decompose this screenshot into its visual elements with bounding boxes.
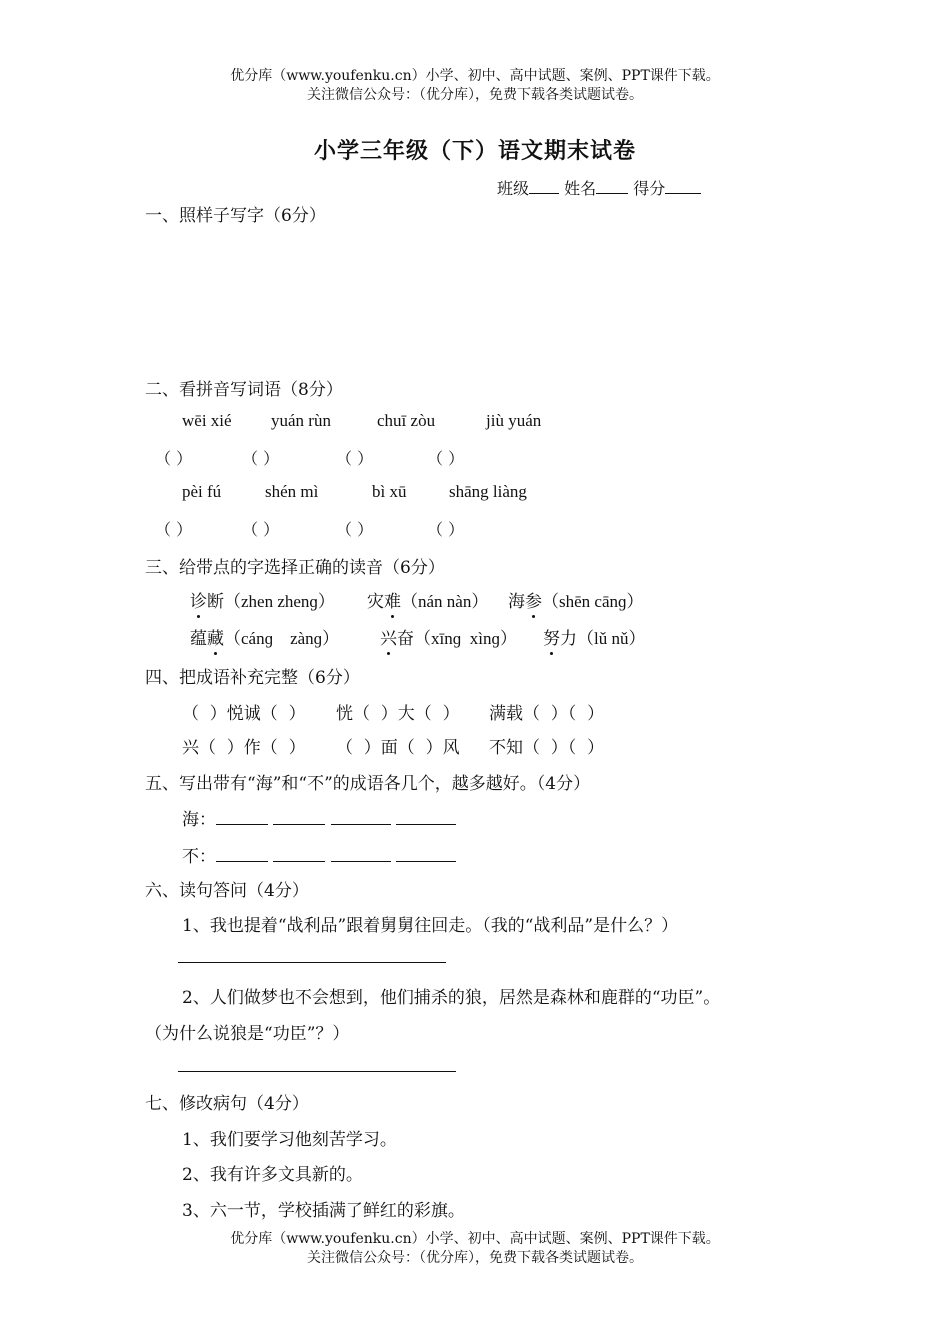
score-label: 得分 bbox=[633, 179, 666, 198]
dotted-char: 难 bbox=[384, 587, 401, 612]
bu-label: 不： bbox=[182, 847, 216, 867]
answer-blank[interactable] bbox=[396, 824, 456, 825]
answer-paren-1[interactable]: （ ） bbox=[155, 449, 193, 468]
reading-item-1 bbox=[190, 587, 335, 612]
answer-paren-5[interactable]: （ ） bbox=[155, 520, 193, 539]
question-2-prompt: （为什么说狼是“功臣”？） bbox=[145, 1024, 350, 1044]
bu-row bbox=[182, 842, 456, 867]
answer-blank[interactable] bbox=[216, 861, 268, 862]
question-2: 2、人们做梦也不会想到，他们捕杀的狼，居然是森林和鹿群的“功臣”。 bbox=[182, 988, 721, 1008]
pinyin-1: wēi xié bbox=[182, 411, 232, 430]
idiom-1[interactable]: （ ）悦诚（ ） bbox=[182, 704, 306, 724]
section-5-heading: 五、写出带有“海”和“不”的成语各几个，越多越好。（4分） bbox=[145, 774, 591, 794]
reading-item-2 bbox=[367, 587, 488, 612]
name-blank[interactable] bbox=[596, 193, 628, 194]
section-1-heading: 一、照样子写字（6分） bbox=[145, 206, 326, 226]
answer-paren-3[interactable]: （ ） bbox=[336, 449, 374, 468]
answer-blank[interactable] bbox=[216, 824, 268, 825]
idiom-4[interactable]: 兴（ ）作（ ） bbox=[182, 738, 306, 758]
dotted-char: 藏 bbox=[207, 624, 224, 649]
sentence-1: 1、我们要学习他刻苦学习。 bbox=[182, 1130, 397, 1150]
page-title: 小学三年级（下）语文期末试卷 bbox=[313, 138, 636, 164]
section-4-heading: 四、把成语补充完整（6分） bbox=[145, 668, 360, 688]
reading-item-6 bbox=[543, 624, 645, 649]
section-7-heading: 七、修改病句（4分） bbox=[145, 1094, 309, 1114]
answer-blank[interactable] bbox=[273, 824, 325, 825]
pinyin-4: jiù yuán bbox=[486, 411, 542, 430]
pinyin-2: yuán rùn bbox=[271, 411, 331, 430]
answer-line-2[interactable] bbox=[178, 1071, 456, 1072]
idiom-5[interactable]: （ ）面（ ）风 bbox=[336, 738, 460, 758]
dotted-char: 努 bbox=[543, 624, 560, 649]
answer-line-1[interactable] bbox=[178, 962, 446, 963]
char: 海 bbox=[508, 592, 525, 612]
dotted-char: 参 bbox=[525, 587, 542, 612]
section-2-heading: 二、看拼音写词语（8分） bbox=[145, 380, 343, 400]
question-1: 1、我也提着“战利品”跟着舅舅往回走。（我的“战利品”是什么？） bbox=[182, 916, 679, 936]
class-label: 班级 bbox=[497, 179, 530, 198]
idiom-3[interactable]: 满载（ ）（ ） bbox=[489, 704, 605, 724]
pinyin-choice[interactable]: （nán nàn） bbox=[401, 592, 489, 611]
footer-line-2: 关注微信公众号：（优分库），免费下载各类试题试卷。 bbox=[307, 1250, 643, 1266]
answer-blank[interactable] bbox=[331, 824, 391, 825]
header-line-1: 优分库（www.youfenku.cn）小学、初中、高中试题、案例、PPT课件下载。 bbox=[230, 68, 720, 84]
answer-paren-7[interactable]: （ ） bbox=[336, 520, 374, 539]
pinyin-6: shén mì bbox=[265, 482, 319, 501]
header-line-2: 关注微信公众号：（优分库），免费下载各类试题试卷。 bbox=[307, 87, 643, 103]
info-line bbox=[497, 176, 701, 199]
pinyin-3: chuī zòu bbox=[377, 411, 436, 430]
sentence-2: 2、我有许多文具新的。 bbox=[182, 1165, 363, 1185]
dotted-char: 诊 bbox=[190, 587, 207, 612]
char: 灾 bbox=[367, 592, 384, 612]
answer-paren-6[interactable]: （ ） bbox=[242, 520, 280, 539]
hai-label: 海： bbox=[182, 810, 216, 830]
name-label: 姓名 bbox=[564, 179, 597, 198]
answer-paren-2[interactable]: （ ） bbox=[242, 449, 280, 468]
footer-line-1: 优分库（www.youfenku.cn）小学、初中、高中试题、案例、PPT课件下载。 bbox=[230, 1231, 720, 1247]
reading-item-4 bbox=[190, 624, 339, 649]
idiom-2[interactable]: 恍（ ）大（ ） bbox=[336, 704, 460, 724]
pinyin-7: bì xū bbox=[372, 482, 407, 501]
pinyin-choice[interactable]: （cánɡ zànɡ） bbox=[224, 629, 340, 648]
char: 断 bbox=[207, 592, 224, 612]
answer-paren-4[interactable]: （ ） bbox=[427, 449, 465, 468]
sentence-3: 3、六一节，学校插满了鲜红的彩旗。 bbox=[182, 1201, 465, 1221]
answer-blank[interactable] bbox=[331, 861, 391, 862]
pinyin-choice[interactable]: （lǔ nǔ） bbox=[577, 629, 646, 648]
pinyin-choice[interactable]: （shēn cānɡ） bbox=[542, 592, 644, 611]
pinyin-choice[interactable]: （zhen zhenɡ） bbox=[224, 592, 335, 611]
reading-item-5 bbox=[380, 624, 517, 649]
answer-blank[interactable] bbox=[273, 861, 325, 862]
hai-row bbox=[182, 805, 456, 830]
pinyin-8: shāng liàng bbox=[449, 482, 527, 501]
class-blank[interactable] bbox=[529, 193, 559, 194]
dotted-char: 兴 bbox=[380, 624, 397, 649]
answer-paren-8[interactable]: （ ） bbox=[427, 520, 465, 539]
char: 蕴 bbox=[190, 629, 207, 649]
section-3-heading: 三、给带点的字选择正确的读音（6分） bbox=[145, 558, 445, 578]
pinyin-5: pèi fú bbox=[182, 482, 222, 501]
reading-item-3 bbox=[508, 587, 644, 612]
char: 力 bbox=[560, 629, 577, 649]
answer-blank[interactable] bbox=[396, 861, 456, 862]
section-6-heading: 六、读句答问（4分） bbox=[145, 881, 309, 901]
pinyin-choice[interactable]: （xīnɡ xìnɡ） bbox=[414, 629, 517, 648]
char: 奋 bbox=[397, 629, 414, 649]
idiom-6[interactable]: 不知（ ）（ ） bbox=[489, 738, 605, 758]
score-blank[interactable] bbox=[665, 193, 701, 194]
